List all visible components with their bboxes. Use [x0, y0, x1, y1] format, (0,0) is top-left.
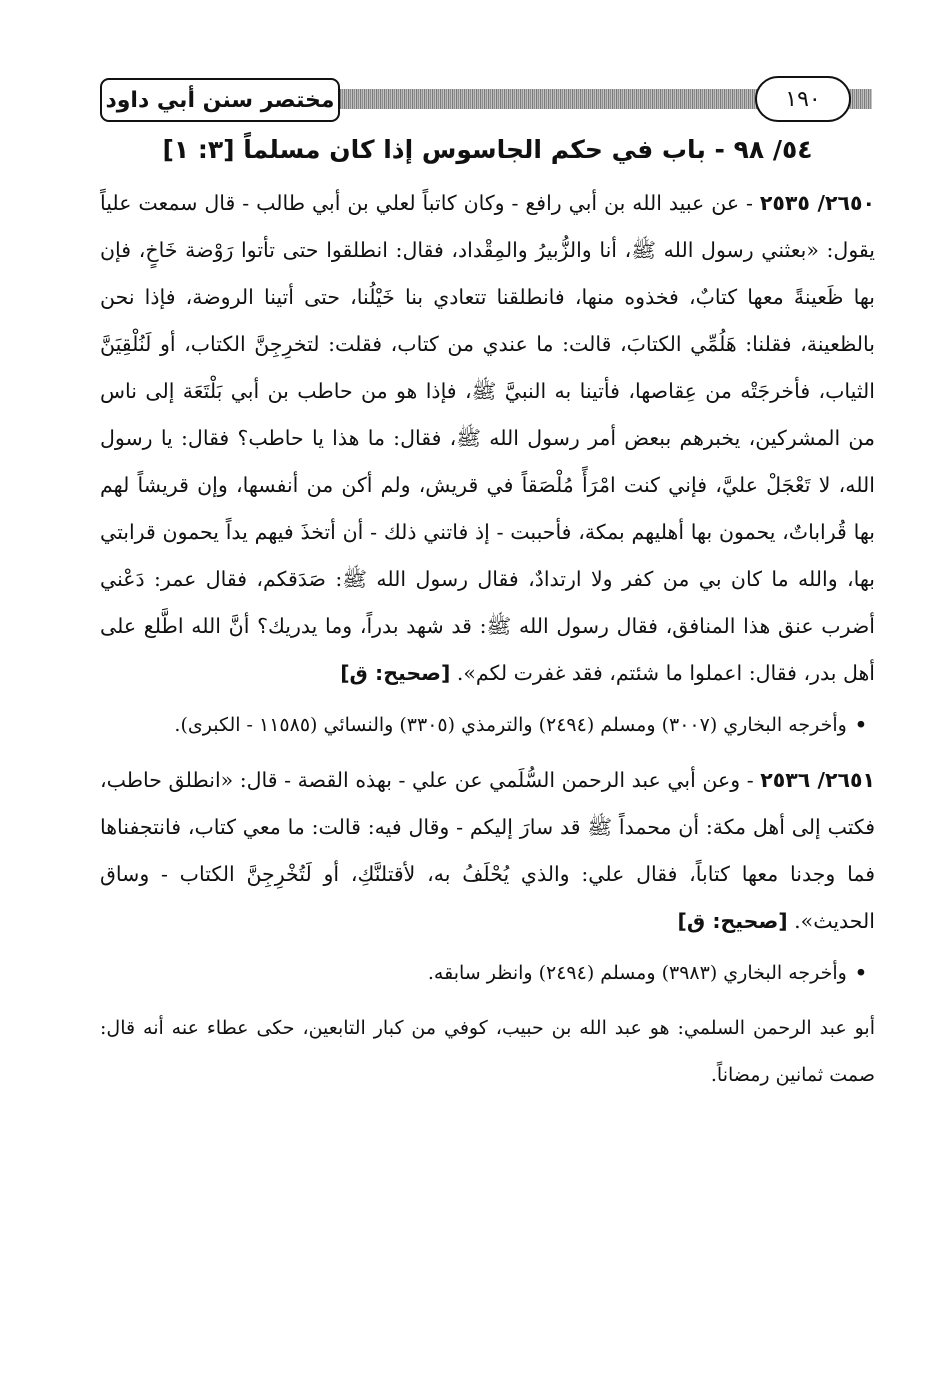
page-header [100, 76, 872, 122]
bullet-icon: • [854, 962, 867, 984]
book-title-box [100, 78, 340, 122]
hadith-number: ٢٦٥٠/ ٢٥٣٥ [759, 191, 876, 215]
book-title: مختصر سنن أبي داود [105, 87, 335, 113]
hadith-2651 [100, 757, 875, 945]
chapter-heading: ٥٤/ ٩٨ - باب في حكم الجاسوس إذا كان مسلماً [٣: ١] [162, 135, 813, 164]
hadith-2650 [100, 180, 875, 697]
hadith-grade: [صحيح: ق] [677, 909, 788, 933]
hadith-grade: [صحيح: ق] [340, 661, 451, 685]
page-number-box [755, 76, 851, 122]
hadith-number: ٢٦٥١/ ٢٥٣٦ [760, 768, 876, 792]
bullet-icon: • [854, 714, 867, 736]
takhrij-text: وأخرجه البخاري (٣٠٠٧) ومسلم (٢٤٩٤) والترمذي (٣٣٠٥) والنسائي (١١٥٨٥ - الكبرى). [174, 714, 847, 736]
takhrij-2650 [100, 703, 875, 747]
page-content [100, 128, 875, 1099]
hadith-text: - وعن أبي عبد الرحمن السُّلَمي عن علي - بهذه القصة - قال: «انطلق حاطب، فكتب إلى أهل مكة: أن محمداً ﷺ قد سارَ إليكم - وقال فيه: قالت: ما معي كتاب، فانتجفناها فما وجدنا معها كتاباً، فقال علي: والذي يُحْلَفُ به، لأقتلنَّكِ، أو لَتُخْرِجِنَّ الكتاب - وساق الحديث». [100, 768, 875, 933]
narrator-note: أبو عبد الرحمن السلمي: هو عبد الله بن حبيب، كوفي من كبار التابعين، حكى عطاء عنه أنه قال: صمت ثمانين رمضاناً. [100, 1017, 875, 1086]
takhrij-2651 [100, 951, 875, 995]
hadith-text: - عن عبيد الله بن أبي رافع - وكان كاتباً لعلي بن أبي طالب - قال سمعت علياً يقول: «بعثني رسول الله ﷺ، أنا والزُّبيرُ والمِقْداد، فقال: انطلقوا حتى تأتوا رَوْضة خَاخٍ، فإن بها ظَعينةً معها كتابٌ، فخذوه منها، فانطلقنا تتعادي بنا خَيْلُنا، حتى أتينا الروضة، فإذا نحن بالظعينة، فقلنا: هَلُمِّي الكتابَ، قالت: ما عندي من كتاب، فقلت: لتخرِجِنَّ الكتاب، أو لَنُلْقِيَنَّ الثياب، فأخرجَتْه من عِقاصها، فأتينا به النبيَّ ﷺ، فإذا هو من حاطب بن أبي بَلْتَعَة إلى ناس من المشركين، يخبرهم ببعض أمر رسول الله ﷺ، فقال: ما هذا يا حاطب؟ فقال: يا رسول الله، لا تَعْجَلْ عليَّ، فإني كنت امْرَأً مُلْصَقاً في قريش، ولم أكن من أنفسها، وإن قريشاً لهم بها قُراباتٌ، يحمون بها أهليهم بمكة، فأحببت - إذ فاتني ذلك - أن أتخذَ فيهم يداً يحمون قرابتي بها، والله ما كان بي من كفر ولا ارتدادٌ، فقال رسول الله ﷺ: صَدَقكم، فقال عمر: دَعْني أضرب عنق هذا المنافق، فقال رسول الله ﷺ: قد شهد بدراً، وما يدريك؟ أنَّ الله اطَّلع على أهل بدر، فقال: اعملوا ما شئتم، فقد غفرت لكم». [100, 191, 875, 685]
takhrij-text: وأخرجه البخاري (٣٩٨٣) ومسلم (٢٤٩٤) وانظر سابقه. [427, 962, 847, 984]
page-number: ١٩٠ [785, 86, 821, 112]
